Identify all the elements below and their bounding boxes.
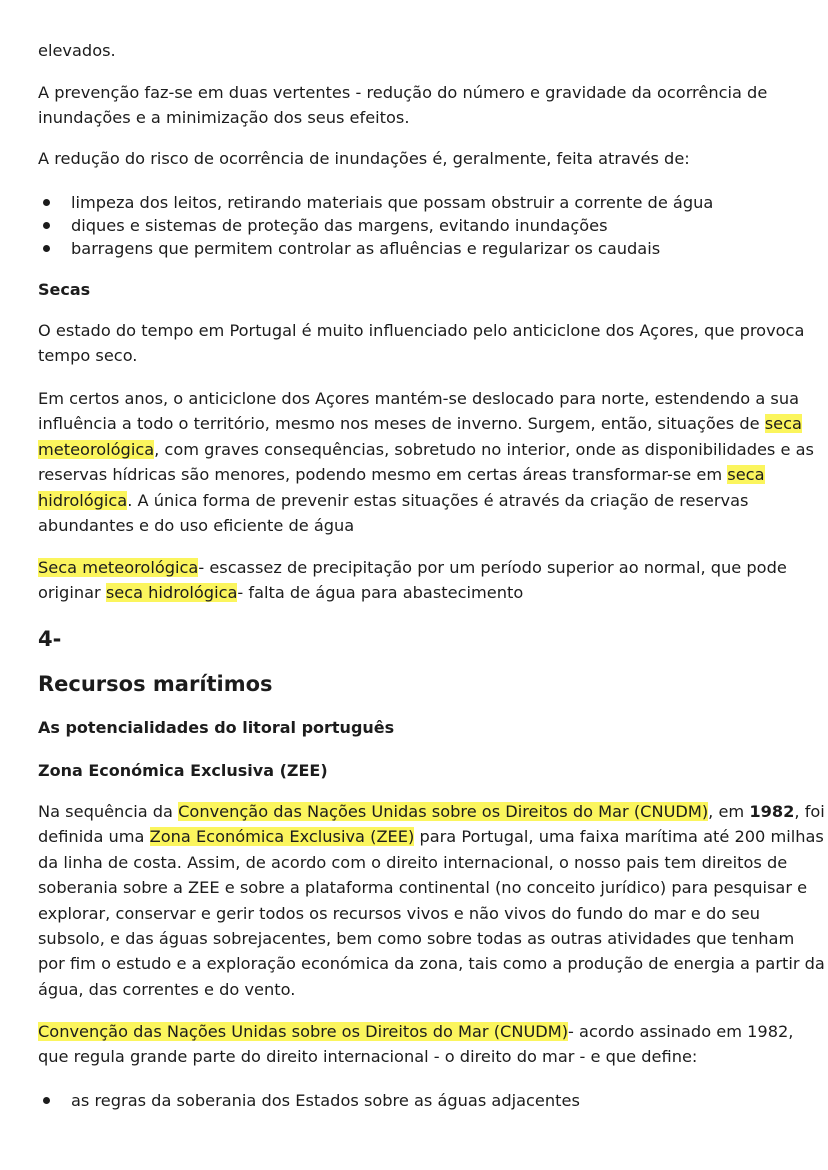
highlight-meteorologica: meteorológica xyxy=(38,439,155,459)
heading-zee: Zona Económica Exclusiva (ZEE) xyxy=(38,761,328,780)
list-item: limpeza dos leitos, retirando materiais que possam obstruir a corrente de água xyxy=(38,191,798,214)
paragraph-prevencao: A prevenção faz-se em duas vertentes - redução do número e gravidade da ocorrência de inundações e a minimização dos seus efeitos. xyxy=(38,83,768,128)
paragraph-sequencia-cnudm: Na sequência da Convenção das Nações Unidas sobre os Direitos do Mar (CNUDM), em 1982, foi definida uma Zona Económica Exclusiva (ZEE) para Portugal, uma faixa marítima até 200 milhas da linha de costa. Assim, de acordo com o direito internacional, o nosso pais tem direitos de soberania sobre a ZEE e sobre a plataforma continental (no conceito jurídico) para pesquisar e explorar, conservar e gerir todos os recursos vivos e não vivos do fundo do mar e do seu subsolo, e das águas sobrejacentes, bem como sobre todas as outras atividades que tenham por fim o estudo e a exploração económica da zona, tais como a produção de energia a partir da água, das correntes e do vento. xyxy=(38,802,825,999)
bullet-list-cnudm xyxy=(38,1089,798,1112)
bullet-list-inundacoes xyxy=(38,191,798,260)
heading-secas: Secas xyxy=(38,280,91,299)
highlight-seca-hidrologica: seca hidrológica xyxy=(105,583,238,603)
list-item: diques e sistemas de proteção das margens, evitando inundações xyxy=(38,214,798,237)
highlight-zee: Zona Económica Exclusiva (ZEE) xyxy=(149,827,415,847)
highlight-cnudm: Convenção das Nações Unidas sobre os Direitos do Mar (CNUDM) xyxy=(178,802,709,821)
paragraph-estado-tempo: O estado do tempo em Portugal é muito influenciado pelo anticiclone dos Açores, que provoca tempo seco. xyxy=(38,321,805,366)
paragraph-anticiclone: Em certos anos, o anticiclone dos Açores mantém-se deslocado para norte, estendendo a sua influência a todo o território, mesmo nos meses de inverno. Surgem, então, situações de seca meteorológica, com graves consequências, sobretudo no interior, onde as disponibilidades e as reservas hídricas são menores, podendo mesmo em certas áreas transformar-se em seca hidrológica. A única forma de prevenir estas situações é através da criação de reservas abundantes e do uso eficiente de água xyxy=(38,389,814,536)
heading-recursos-maritimos: Recursos marítimos xyxy=(38,672,273,696)
heading-section-4: 4- xyxy=(38,627,62,651)
highlight-hidrologica: hidrológica xyxy=(38,490,128,510)
bold-year: 1982 xyxy=(749,802,795,821)
paragraph-reducao: A redução do risco de ocorrência de inundações é, geralmente, feita através de: xyxy=(38,149,690,168)
highlight-cnudm-2: Convenção das Nações Unidas sobre os Direitos do Mar (CNUDM) xyxy=(38,1022,569,1041)
list-item: as regras da soberania dos Estados sobre as águas adjacentes xyxy=(38,1089,798,1112)
list-item: barragens que permitem controlar as afluências e regularizar os caudais xyxy=(38,237,798,260)
paragraph-elevados: elevados. xyxy=(38,41,116,60)
paragraph-definicao-cnudm: Convenção das Nações Unidas sobre os Direitos do Mar (CNUDM)- acordo assinado em 1982, que regula grande parte do direito internacional - o direito do mar - e que define: xyxy=(38,1022,794,1067)
highlight-seca: seca xyxy=(764,414,802,434)
heading-potencialidades: As potencialidades do litoral português xyxy=(38,718,395,737)
highlight-seca-meteorologica: Seca meteorológica xyxy=(38,558,199,577)
paragraph-definicao-seca: Seca meteorológica- escassez de precipitação por um período superior ao normal, que pode originar seca hidrológica- falta de água para abastecimento xyxy=(38,558,787,603)
highlight-seca-2: seca xyxy=(727,465,765,485)
